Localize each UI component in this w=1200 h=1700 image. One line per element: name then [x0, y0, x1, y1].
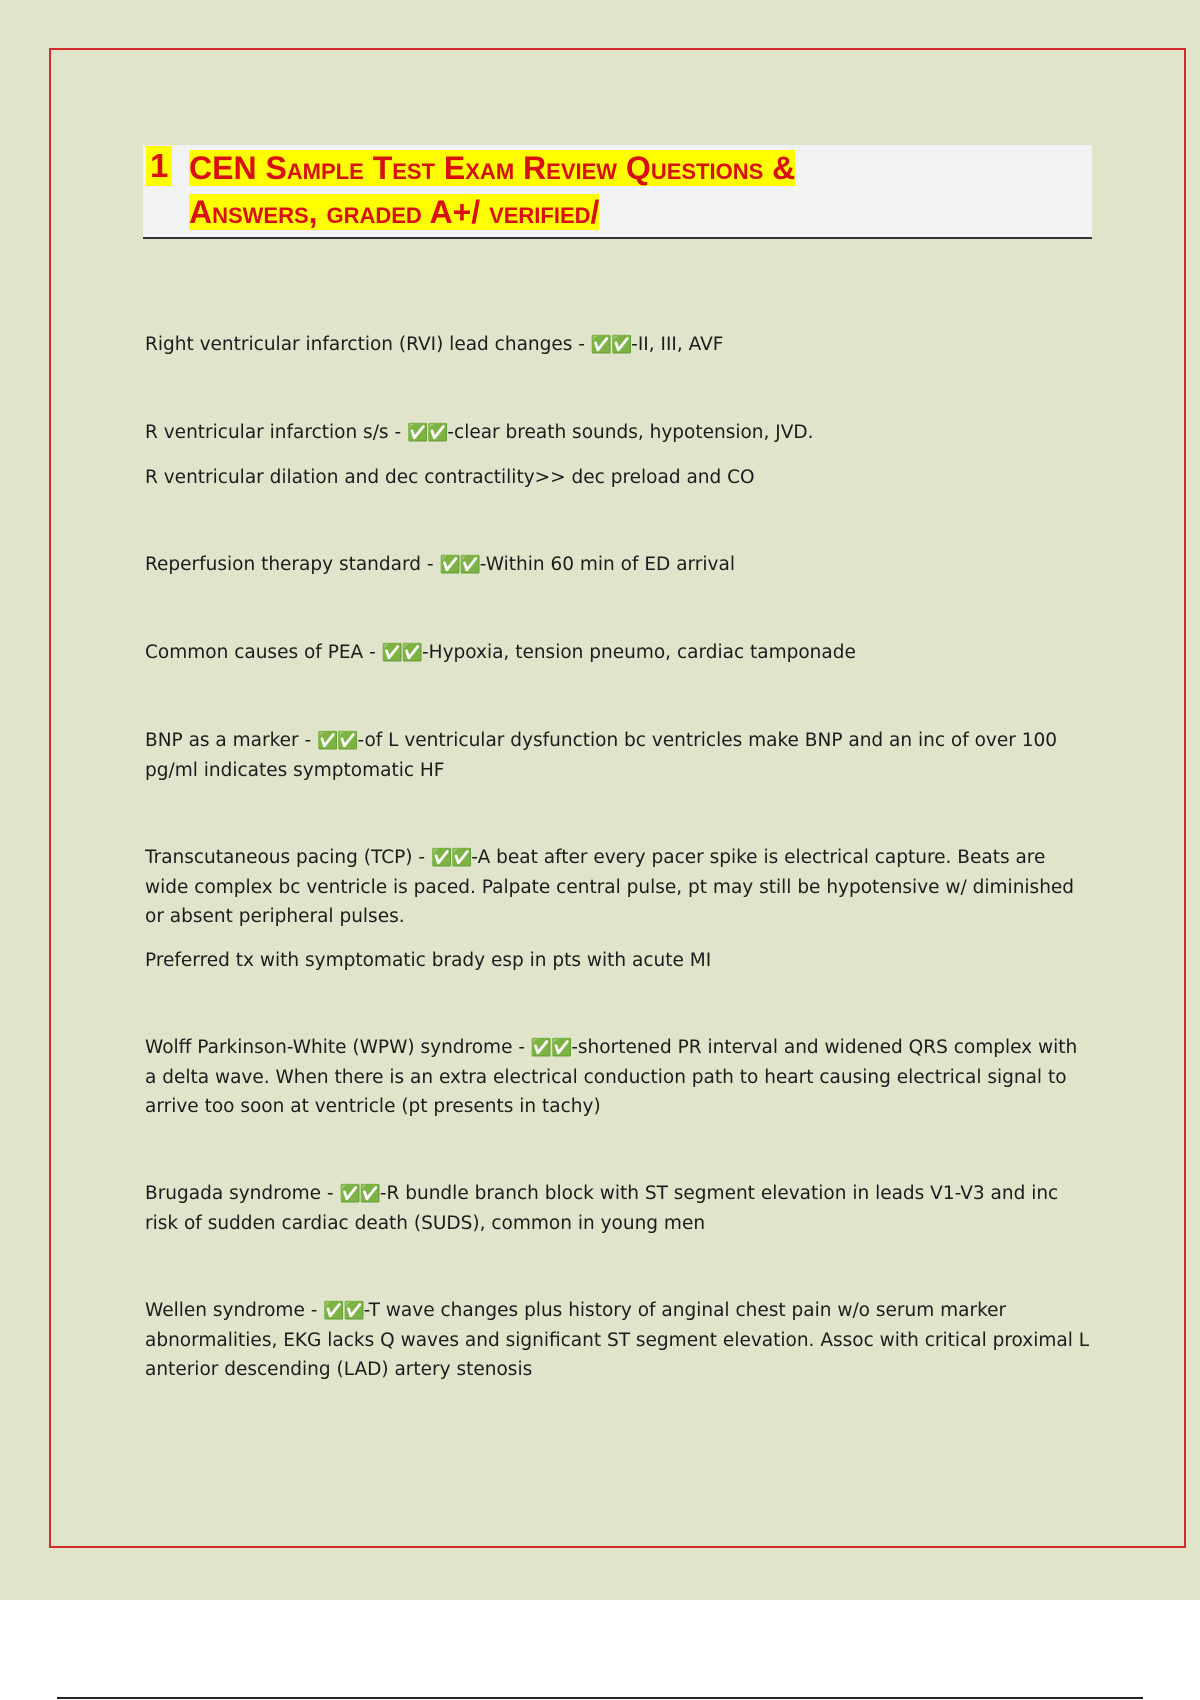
qa-term: Right ventricular infarction (RVI) lead changes	[145, 334, 573, 355]
double-check-icon: ✅✅	[317, 731, 358, 751]
qa-extra-note: R ventricular dilation and dec contractility>> dec preload and CO	[145, 467, 755, 488]
qa-answer: -R bundle branch block with ST segment elevation in leads V1-V3 and inc risk of sudden cardiac death (SUDS), common in young men	[145, 1183, 1059, 1234]
title-line-2: Answers, graded A+/ verified/	[189, 194, 600, 230]
qa-term: R ventricular infarction s/s	[145, 422, 389, 443]
double-check-icon: ✅✅	[590, 335, 632, 355]
qa-line: Right ventricular infarction (RVI) lead changes - ✅✅-II, III, AVF	[145, 334, 724, 355]
qa-entry	[145, 330, 1090, 360]
title-line-1: CEN Sample Test Exam Review Questions &	[189, 150, 796, 186]
qa-term: Reperfusion therapy standard	[145, 554, 422, 575]
qa-term: BNP as a marker	[145, 730, 299, 751]
double-check-icon: ✅✅	[381, 643, 422, 663]
qa-extra-note: Preferred tx with symptomatic brady esp in pts with acute MI	[145, 950, 712, 971]
qa-term: Wellen syndrome	[145, 1300, 305, 1321]
qa-line: Common causes of PEA - ✅✅-Hypoxia, tension pneumo, cardiac tamponade	[145, 642, 856, 663]
qa-entry	[145, 550, 1090, 580]
double-check-icon: ✅✅	[323, 1301, 364, 1321]
qa-entry	[145, 726, 1090, 785]
title-number: 1	[146, 146, 172, 186]
qa-line: Reperfusion therapy standard - ✅✅-Within 60 min of ED arrival	[145, 554, 735, 575]
qa-line: Wellen syndrome - ✅✅-T wave changes plus history of anginal chest pain w/o serum marker abnormalities, EKG lacks Q waves and significant ST segment elevation. Assoc with critical proximal L anterior descending (LAD) artery stenosis	[145, 1300, 1090, 1380]
qa-answer: -shortened PR interval and widened QRS complex with a delta wave. When there is an extra electrical conduction path to heart causing electrical signal to arrive too soon at ventricle (pt presents in tachy)	[145, 1037, 1078, 1117]
qa-entry	[145, 843, 1090, 975]
page-title	[189, 146, 949, 234]
double-check-icon: ✅✅	[530, 1038, 572, 1058]
qa-answer: -Hypoxia, tension pneumo, cardiac tamponade	[421, 642, 856, 663]
qa-answer: -clear breath sounds, hypotension, JVD.	[447, 422, 814, 443]
qa-term: Transcutaneous pacing (TCP)	[145, 847, 413, 868]
double-check-icon: ✅✅	[407, 423, 448, 443]
qa-entry	[145, 1296, 1090, 1384]
qa-line: Transcutaneous pacing (TCP) - ✅✅-A beat after every pacer spike is electrical capture. Beats are wide complex bc ventricle is paced. Palpate central pulse, pt may still be hypotensive w/ diminished or absent peripheral pulses.	[145, 847, 1075, 927]
qa-entry	[145, 638, 1090, 668]
qa-entry	[145, 1033, 1090, 1121]
double-check-icon: ✅✅	[339, 1184, 380, 1204]
qa-entry	[145, 418, 1090, 492]
qa-line: BNP as a marker - ✅✅-of L ventricular dysfunction bc ventricles make BNP and an inc of over 100 pg/ml indicates symptomatic HF	[145, 730, 1058, 781]
qa-answer: -of L ventricular dysfunction bc ventricles make BNP and an inc of over 100 pg/ml indicates symptomatic HF	[145, 730, 1058, 781]
qa-answer: -T wave changes plus history of anginal chest pain w/o serum marker abnormalities, EKG lacks Q waves and significant ST segment elevation. Assoc with critical proximal L anterior descending (LAD) artery stenosis	[145, 1300, 1090, 1380]
qa-line: Wolff Parkinson-White (WPW) syndrome - ✅✅-shortened PR interval and widened QRS complex with a delta wave. When there is an extra electrical conduction path to heart causing electrical signal to arrive too soon at ventricle (pt presents in tachy)	[145, 1037, 1078, 1117]
qa-line: R ventricular infarction s/s - ✅✅-clear breath sounds, hypotension, JVD.	[145, 422, 814, 443]
qa-term: Brugada syndrome	[145, 1183, 322, 1204]
double-check-icon: ✅✅	[430, 848, 472, 868]
qa-term: Wolff Parkinson-White (WPW) syndrome	[145, 1037, 513, 1058]
qa-answer: -II, III, AVF	[631, 334, 724, 355]
qa-line: Brugada syndrome - ✅✅-R bundle branch block with ST segment elevation in leads V1-V3 and inc risk of sudden cardiac death (SUDS), common in young men	[145, 1183, 1059, 1234]
double-check-icon: ✅✅	[439, 555, 480, 575]
qa-answer: -A beat after every pacer spike is electrical capture. Beats are wide complex bc ventricle is paced. Palpate central pulse, pt may still be hypotensive w/ diminished or absent peripheral pulses.	[145, 847, 1075, 927]
footer-divider	[57, 1697, 1143, 1699]
qa-list	[145, 330, 1090, 1384]
qa-term: Common causes of PEA	[145, 642, 364, 663]
qa-entry	[145, 1179, 1090, 1238]
qa-answer: -Within 60 min of ED arrival	[479, 554, 735, 575]
